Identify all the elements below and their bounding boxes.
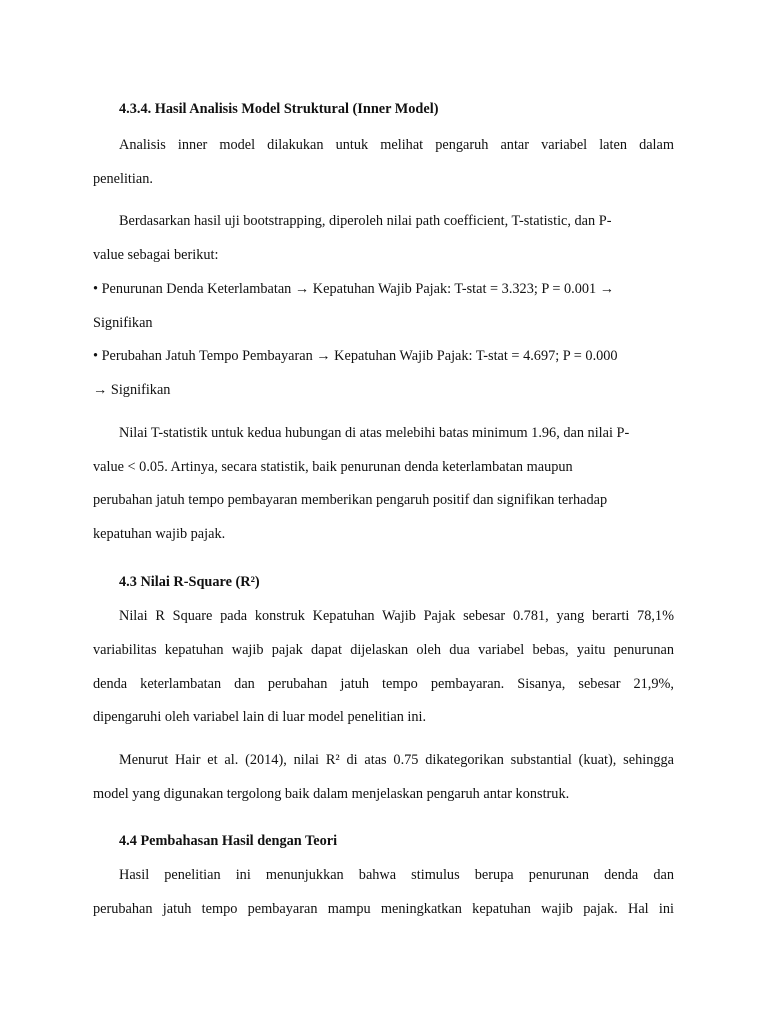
paragraph-line: value sebagai berikut: [93, 247, 219, 263]
paragraph-line: Hasil penelitian ini menunjukkan bahwa stimulus berupa penurunan denda dan [119, 867, 674, 883]
section-heading-4-3: 4.3 Nilai R-Square (R²) [119, 574, 260, 590]
paragraph-line: Nilai R Square pada konstruk Kepatuhan Wajib Pajak sebesar 0.781, yang berarti 78,1% [119, 608, 674, 624]
bullet-item-line: • Penurunan Denda Keterlambatan → Kepatuhan Wajib Pajak: T-stat = 3.323; P = 0.001 → [93, 281, 615, 297]
paragraph-line: Berdasarkan hasil uji bootstrapping, diperoleh nilai path coefficient, T-statistic, dan P- [119, 213, 612, 229]
paragraph-line: Nilai T-statistik untuk kedua hubungan di atas melebihi batas minimum 1.96, dan nilai P- [119, 425, 630, 441]
paragraph-line: Analisis inner model dilakukan untuk melihat pengaruh antar variabel laten dalam [119, 137, 674, 153]
paragraph-line: model yang digunakan tergolong baik dalam menjelaskan pengaruh antar konstruk. [93, 786, 570, 802]
bullet-item-line: Signifikan [93, 315, 153, 331]
paragraph-line: value < 0.05. Artinya, secara statistik, baik penurunan denda keterlambatan maupun [93, 459, 573, 475]
paragraph-line: perubahan jatuh tempo pembayaran memberikan pengaruh positif dan signifikan terhadap [93, 492, 608, 508]
paragraph-line: penelitian. [93, 171, 153, 187]
section-heading-4-4: 4.4 Pembahasan Hasil dengan Teori [119, 833, 338, 849]
bullet-item-line: • Perubahan Jatuh Tempo Pembayaran → Kepatuhan Wajib Pajak: T-stat = 4.697; P = 0.000 [93, 348, 618, 364]
paragraph-line: dipengaruhi oleh variabel lain di luar model penelitian ini. [93, 709, 427, 725]
section-heading-4-3-4: 4.3.4. Hasil Analisis Model Struktural (Inner Model) [119, 101, 439, 117]
paragraph-line: perubahan jatuh tempo pembayaran mampu meningkatkan kepatuhan wajib pajak. Hal ini [93, 901, 674, 917]
paragraph-line: kepatuhan wajib pajak. [93, 526, 226, 542]
paragraph-line: denda keterlambatan dan perubahan jatuh tempo pembayaran. Sisanya, sebesar 21,9%, [93, 676, 674, 692]
paragraph-line: variabilitas kepatuhan wajib pajak dapat dijelaskan oleh dua variabel bebas, yaitu penurunan [93, 642, 674, 658]
paragraph-line: Menurut Hair et al. (2014), nilai R² di atas 0.75 dikategorikan substantial (kuat), sehingga [119, 752, 674, 768]
bullet-item-line: → Signifikan [93, 382, 171, 398]
